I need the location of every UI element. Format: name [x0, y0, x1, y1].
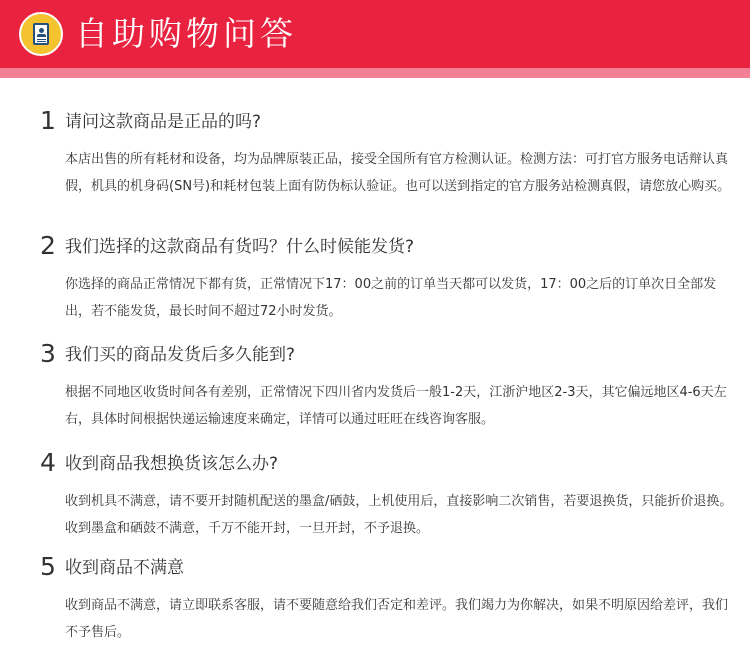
faq-question-text: 收到商品我想换货该怎么办?	[65, 454, 279, 474]
faq-answer: 收到商品不满意，请立即联系客服，请不要随意给我们否定和差评。我们竭力为你解决，如果不明原因给差评，我们不予售后。	[65, 598, 729, 640]
id-card-icon	[19, 12, 63, 56]
faq-question	[40, 448, 740, 478]
faq-answer: 本店出售的所有耗材和设备，均为品牌原装正品，接受全国所有官方检测认证。检测方法：可打官方服务电话辩认真假，机具的机身码(SN号)和耗材包装上面有防伪标认验证。也可以送到指定的官方服务站检测真假，请您放心购买。	[65, 152, 731, 194]
faq-question-text: 请问这款商品是正品的吗?	[65, 112, 262, 132]
faq-question	[40, 339, 740, 369]
faq-question-text: 我们选择的这款商品有货吗？什么时候能发货?	[65, 237, 415, 257]
faq-answer: 你选择的商品正常情况下都有货，正常情况下17：00之前的订单当天都可以发货，17：00之后的订单次日全部发出，若不能发货，最长时间不超过72小时发货。	[65, 277, 717, 319]
faq-question	[40, 231, 740, 261]
faq-item-5	[40, 552, 740, 646]
faq-number: 4	[40, 448, 56, 477]
faq-number: 5	[40, 552, 56, 581]
faq-answer: 根据不同地区收货时间各有差别，正常情况下四川省内发货后一般1-2天，江浙沪地区2-3天，其它偏远地区4-6天左右，具体时间根据快递运输速度来确定，详情可以通过旺旺在线咨询客服。	[65, 385, 727, 427]
faq-number: 1	[40, 106, 56, 135]
faq-item-1	[40, 106, 740, 200]
page-title: 自助购物问答	[75, 14, 297, 53]
faq-item-3	[40, 339, 740, 433]
faq-question-text: 我们买的商品发货后多久能到?	[65, 345, 296, 365]
header-stripe	[0, 68, 750, 78]
faq-number: 3	[40, 339, 56, 368]
faq-item-4	[40, 448, 740, 542]
faq-answer: 收到机具不满意，请不要开封随机配送的墨盒/硒鼓，上机使用后，直接影响二次销售，若要退换货，只能折价退换。收到墨盒和硒鼓不满意，千万不能开封，一旦开封，不予退换。	[65, 494, 733, 536]
faq-question-text: 收到商品不满意	[65, 558, 184, 578]
faq-question	[40, 552, 740, 582]
faq-question	[40, 106, 740, 136]
faq-number: 2	[40, 231, 56, 260]
header-banner	[0, 0, 750, 68]
faq-item-2	[40, 231, 740, 325]
